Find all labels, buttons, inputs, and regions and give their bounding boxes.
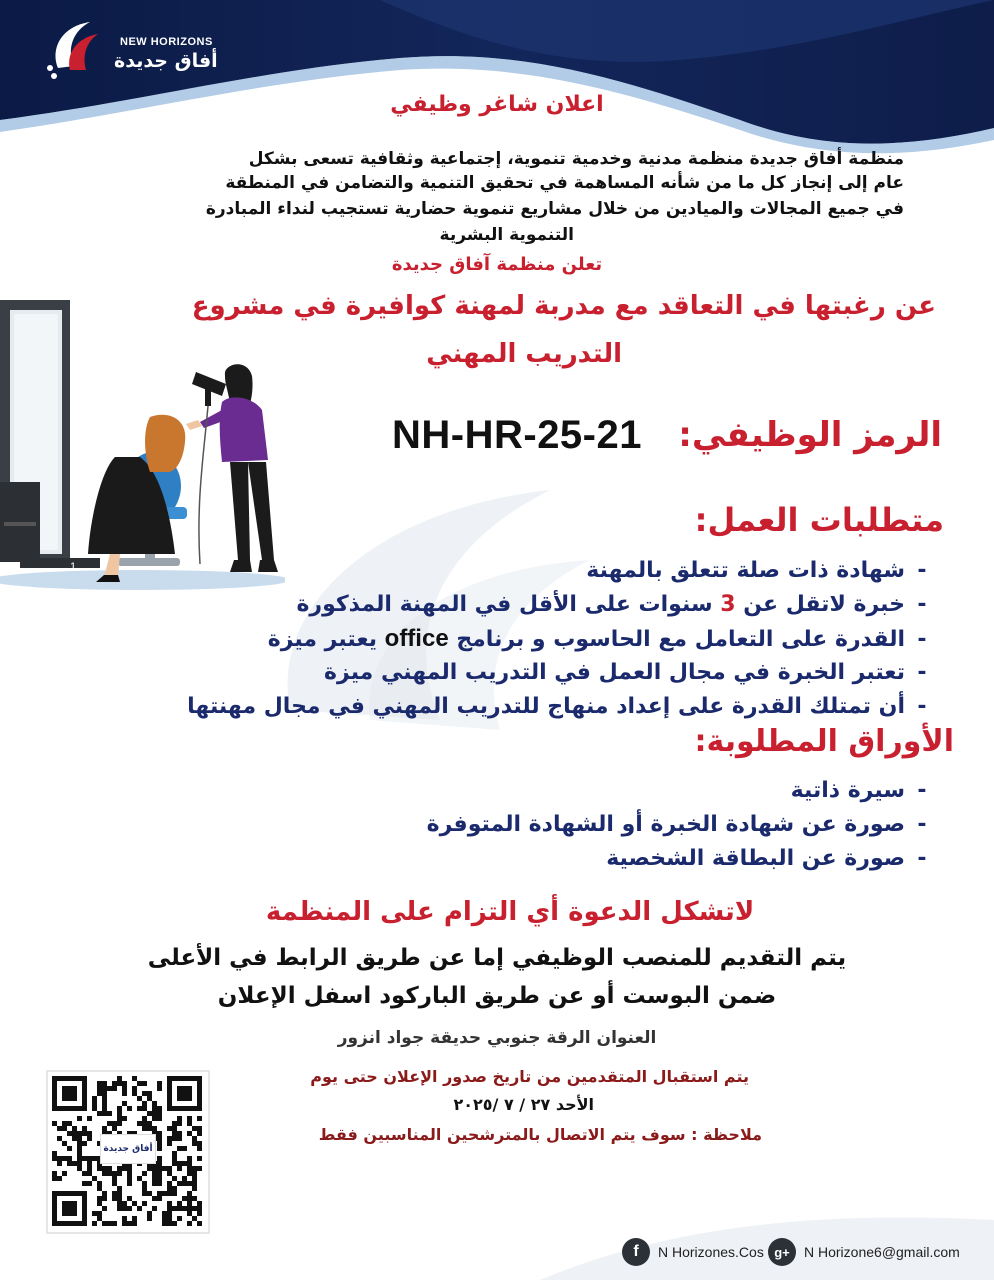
- hairdresser-illustration: [0, 292, 285, 592]
- announce-line: تعلن منظمة آفاق جديدة: [391, 254, 603, 275]
- bullet-dash: -: [917, 694, 927, 719]
- qr-logo-text: أفاق جديدة: [103, 1144, 153, 1154]
- job-code-label: الرمز الوظيفي:: [678, 415, 942, 455]
- brand-name-ar: أفاق جديدة: [114, 50, 218, 72]
- page-heading: اعلان شاغر وظيفي: [390, 92, 604, 117]
- document-item: -صورة عن البطاقة الشخصية: [427, 842, 939, 876]
- brand-name-en: NEW HORIZONS: [120, 36, 213, 48]
- brand-logo: [40, 18, 220, 82]
- bullet-dash: -: [917, 660, 927, 685]
- requirement-item: -خبرة لاتقل عن 3 سنوات على الأقل في المهنة المذكورة: [187, 588, 939, 622]
- apply-line-2: ضمن البوست أو عن طريق الباركود اسفل الإعلان: [217, 983, 777, 1009]
- requirement-item: -تعتبر الخبرة في مجال العمل في التدريب المهني ميزة: [187, 656, 939, 690]
- intro-line-4: التنموية البشرية: [439, 225, 574, 245]
- intro-line-1: منظمة أفاق جديدة منظمة مدنية وخدمية تنموية، إجتماعية وثقافية تسعى بشكل: [248, 149, 904, 169]
- facebook-icon: f: [622, 1238, 650, 1266]
- gmail-contact[interactable]: [768, 1238, 960, 1266]
- intro-line-3: في جميع المجالات والميادين من خلال مشاريع تنموية حضارية تستجيب لنداء المبادرة: [205, 199, 904, 219]
- job-code-value: NH-HR-25-21: [392, 413, 642, 457]
- requirement-item: -شهادة ذات صلة تتعلق بالمهنة: [187, 554, 939, 588]
- bullet-dash: -: [917, 627, 927, 652]
- documents-list: [427, 774, 939, 876]
- bullet-dash: -: [917, 778, 927, 803]
- logo-swoosh-icon: [40, 18, 120, 82]
- disclaimer: لاتشكل الدعوة أي التزام على المنظمة: [265, 897, 755, 927]
- bullet-dash: -: [917, 846, 927, 871]
- position-line-2: التدريب المهني: [426, 339, 622, 369]
- deadline-line-1: يتم استقبال المتقدمين من تاريخ صدور الإعلان حتى يوم: [310, 1067, 749, 1086]
- intro-line-2: عام إلى إنجاز كل ما من شأنه المساهمة في تحقيق التنمية والتضامن في المنطقة: [225, 173, 904, 193]
- address: العنوان الرقة جنوبي حديقة جواد انزور: [337, 1028, 657, 1048]
- document-item: -صورة عن شهادة الخبرة أو الشهادة المتوفرة: [427, 808, 939, 842]
- documents-title: الأوراق المطلوبة:: [694, 724, 954, 759]
- note: ملاحظة : سوف يتم الاتصال بالمترشحين المناسبين فقط: [318, 1125, 762, 1144]
- experience-years: 3: [720, 592, 736, 617]
- requirements-list: [187, 554, 939, 724]
- document-item: -سيرة ذاتية: [427, 774, 939, 808]
- office-program: office: [384, 625, 449, 652]
- facebook-handle: N Horizones.Cos: [658, 1244, 764, 1260]
- google-plus-icon: g+: [768, 1238, 796, 1266]
- requirement-item: -القدرة على التعامل مع الحاسوب و برنامج office يعتبر ميزة: [187, 622, 939, 656]
- bullet-dash: -: [917, 812, 927, 837]
- svg-text:1: 1: [70, 561, 77, 573]
- qr-center-logo: [100, 1134, 156, 1164]
- bullet-dash: -: [917, 558, 927, 583]
- bullet-dash: -: [917, 592, 927, 617]
- requirements-title: متطلبات العمل:: [694, 501, 944, 539]
- position-line-1: عن رغبتها في التعاقد مع مدربة لمهنة كوافيرة في مشروع: [191, 291, 936, 321]
- deadline-line-2: الأحد ٢٧ / ٧ /٢٠٢٥: [453, 1095, 594, 1114]
- apply-line-1: يتم التقديم للمنصب الوظيفي إما عن طريق الرابط في الأعلى: [147, 945, 847, 971]
- qr-code[interactable]: [46, 1070, 210, 1234]
- requirement-item: -أن تمتلك القدرة على إعداد منهاج للتدريب المهني في مجال مهنتها: [187, 690, 939, 724]
- gmail-address: N Horizone6@gmail.com: [804, 1244, 960, 1260]
- footer-wave: [540, 1190, 994, 1280]
- facebook-contact[interactable]: [622, 1238, 764, 1266]
